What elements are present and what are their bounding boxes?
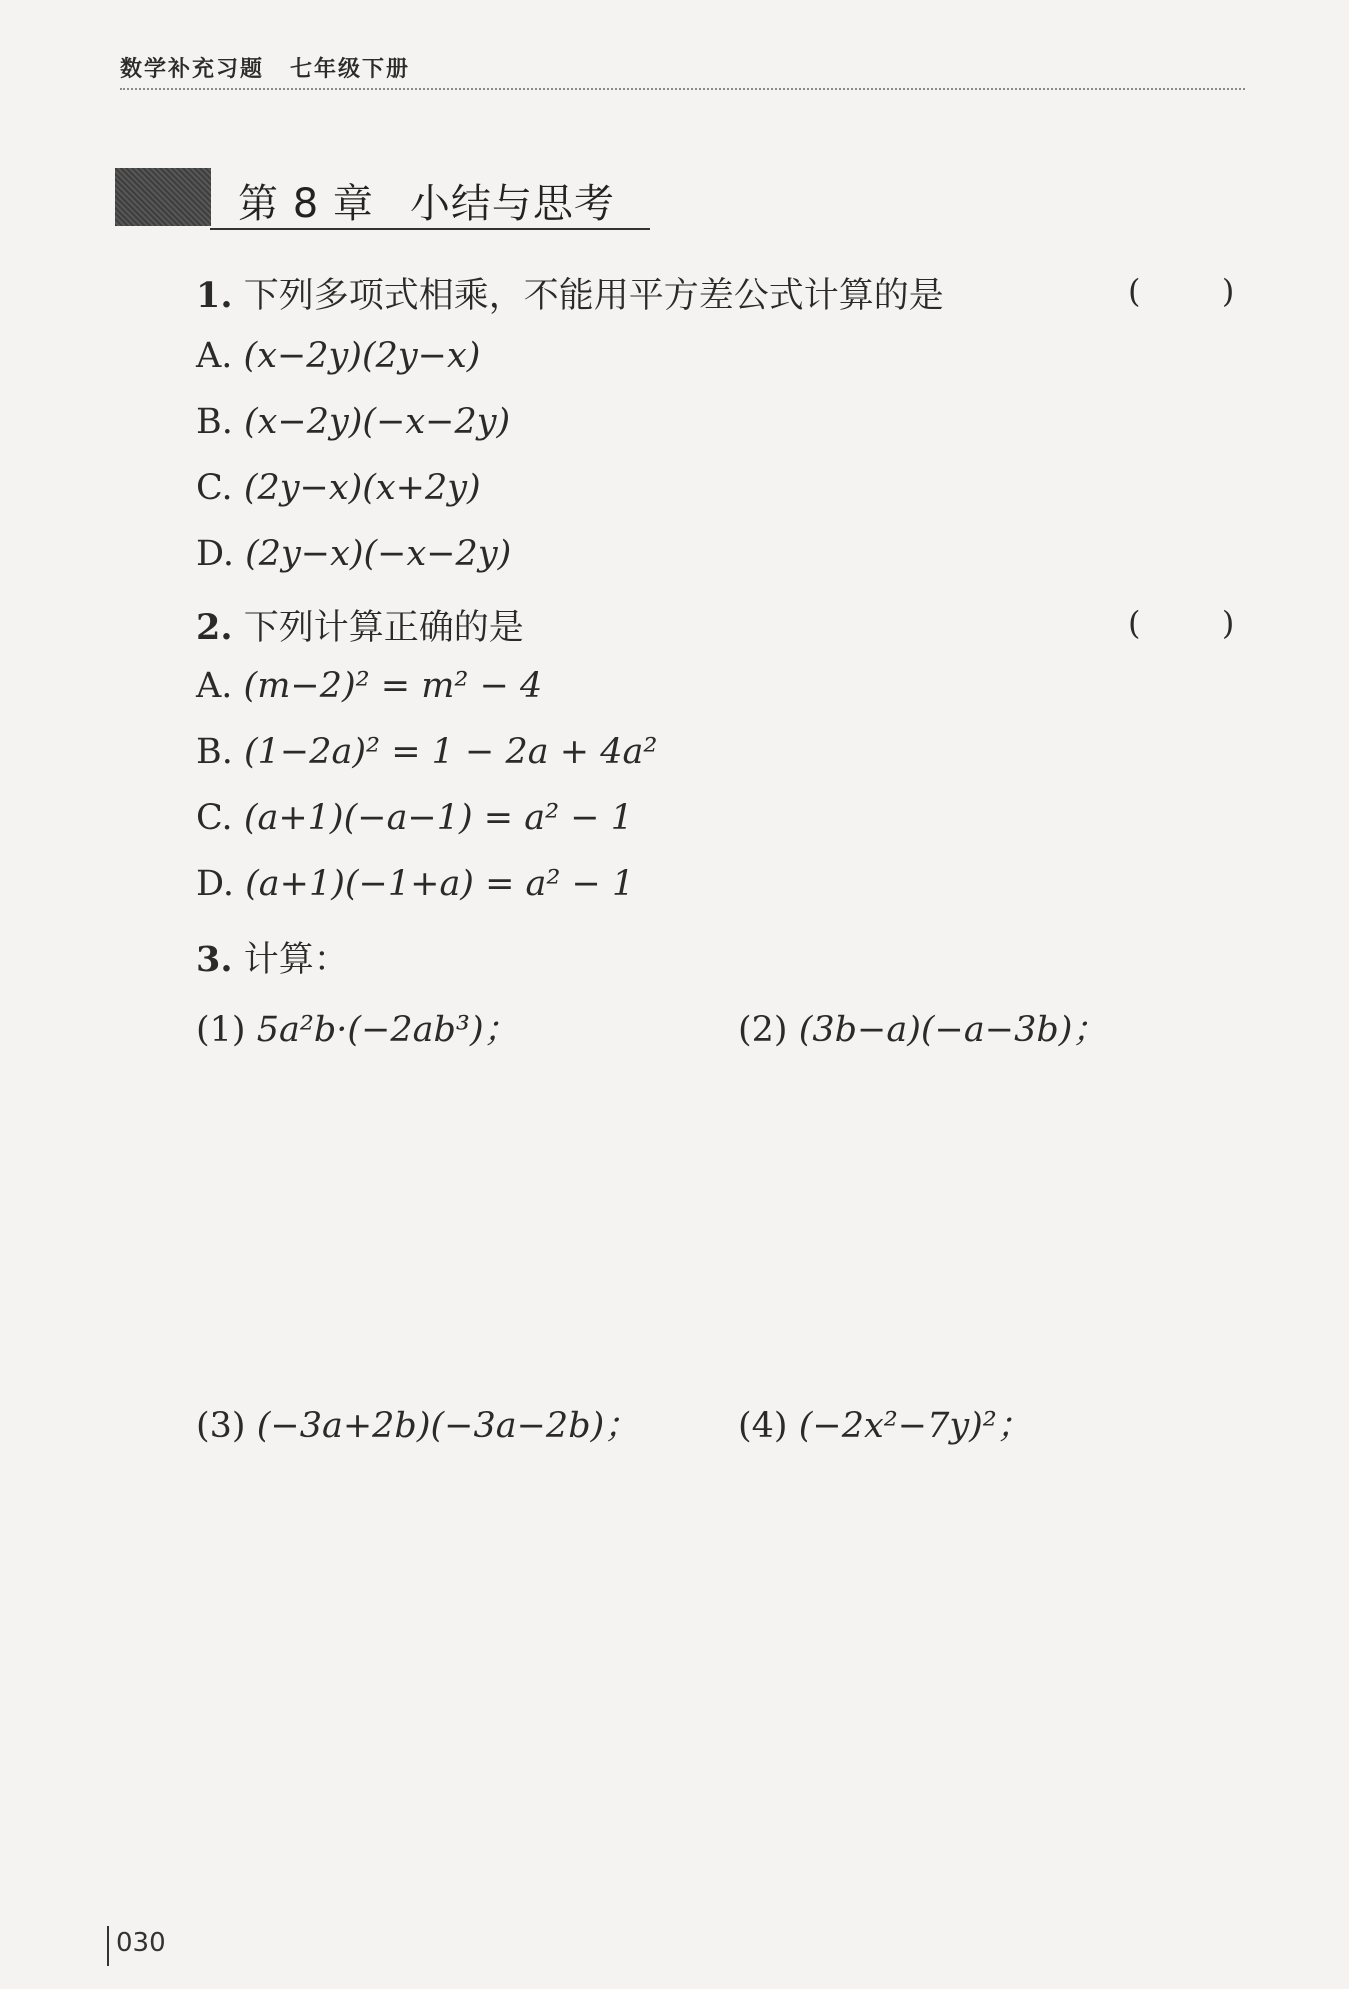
option-label: C.: [196, 468, 233, 508]
subproblem-label: (3): [196, 1406, 246, 1446]
page-number: 030: [116, 1928, 166, 1958]
option-2a: [196, 666, 542, 706]
running-head: [120, 52, 410, 83]
option-1b: [196, 402, 510, 442]
option-label: C.: [196, 798, 233, 838]
subproblem-expression: (−2x²−7y)²；: [798, 1406, 1032, 1446]
option-2d: [196, 864, 634, 904]
subproblem-4: [738, 1398, 1032, 1448]
subproblem-1: [196, 1002, 519, 1052]
option-label: B.: [196, 732, 233, 772]
question-3: [196, 932, 349, 982]
option-label: D.: [196, 534, 234, 574]
answer-bracket: ( ): [1128, 604, 1235, 642]
option-1a: [196, 336, 480, 376]
question-text: 下列多项式相乘，不能用平方差公式计算的是: [243, 276, 944, 316]
option-2b: [196, 732, 657, 772]
question-number: 1.: [196, 275, 233, 316]
answer-bracket: ( ): [1128, 272, 1235, 310]
chapter-underline: [210, 228, 650, 230]
subproblem-label: (1): [196, 1010, 246, 1050]
option-expression: (a+1)(−a−1) = a² − 1: [243, 798, 633, 838]
subproblem-3: [196, 1398, 639, 1448]
chapter-marker-block: [115, 168, 211, 226]
option-label: D.: [196, 864, 234, 904]
subproblem-expression: (3b−a)(−a−3b)；: [798, 1010, 1108, 1050]
option-expression: (m−2)² = m² − 4: [243, 666, 543, 706]
chapter-heading: [238, 172, 615, 229]
option-expression: (x−2y)(−x−2y): [244, 402, 511, 442]
chapter-title: 小结与思考: [409, 181, 615, 227]
question-number: 2.: [196, 607, 233, 648]
book-title: 数学补充习题: [120, 57, 265, 82]
chapter-number: 第 8 章: [238, 181, 374, 227]
subproblem-2: [738, 1002, 1107, 1052]
option-expression: (2y−x)(−x−2y): [245, 534, 512, 574]
question-text: 下列计算正确的是: [243, 608, 524, 648]
grade-label: 七年级下册: [290, 57, 411, 82]
option-expression: (1−2a)² = 1 − 2a + 4a²: [244, 732, 658, 772]
subproblem-label: (2): [738, 1010, 788, 1050]
subproblem-label: (4): [738, 1406, 788, 1446]
subproblem-expression: (−3a+2b)(−3a−2b)；: [256, 1406, 640, 1446]
option-expression: (x−2y)(2y−x): [243, 336, 481, 376]
page-number-bar: [107, 1926, 109, 1966]
option-1c: [196, 468, 481, 508]
option-expression: (a+1)(−1+a) = a² − 1: [245, 864, 635, 904]
option-label: B.: [196, 402, 233, 442]
question-number: 3.: [196, 939, 233, 980]
header-dotted-rule: [120, 88, 1245, 90]
option-label: A.: [196, 666, 233, 706]
question-2: [196, 600, 524, 650]
option-1d: [196, 534, 511, 574]
question-1: [196, 268, 944, 318]
option-2c: [196, 798, 633, 838]
option-label: A.: [196, 336, 233, 376]
question-text: 计算：: [243, 940, 349, 980]
subproblem-expression: 5a²b·(−2ab³)；: [256, 1010, 519, 1050]
option-expression: (2y−x)(x+2y): [243, 468, 481, 508]
